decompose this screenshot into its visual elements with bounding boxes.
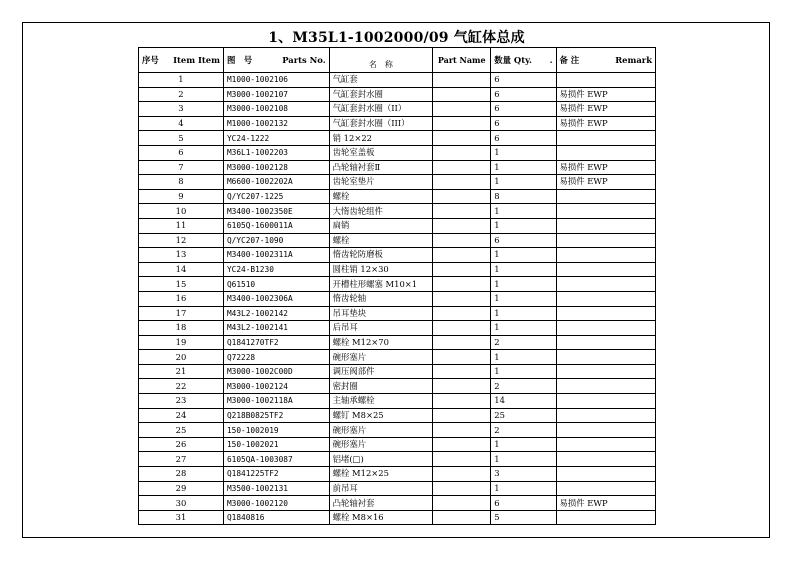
table-row: [139, 437, 656, 452]
table-row: [139, 204, 656, 219]
row-number: 10: [139, 204, 224, 219]
row-number: 14: [139, 262, 224, 277]
quantity: 1: [491, 218, 556, 233]
quantity: 1: [491, 350, 556, 365]
quantity: 1: [491, 481, 556, 496]
row-number: 24: [139, 408, 224, 423]
header-parts-en: Parts No.: [282, 54, 326, 65]
remark: [556, 189, 656, 204]
part-name-en: [433, 496, 491, 511]
part-number: M3500-1002131: [223, 481, 329, 496]
remark: [556, 131, 656, 146]
quantity: 6: [491, 496, 556, 511]
part-number: 150-1002021: [223, 437, 329, 452]
row-number: 7: [139, 160, 224, 175]
part-name-en: [433, 116, 491, 131]
table-row: [139, 467, 656, 482]
table-row: [139, 510, 656, 525]
page-title: 1、M35L1-1002000/09 气缸体总成: [268, 30, 525, 46]
part-name-cn: 凸轮轴衬套Ⅱ: [329, 160, 433, 175]
part-name-cn: 密封圈: [329, 379, 433, 394]
header-remark: [556, 48, 656, 73]
part-number: M3000-1002128: [223, 160, 329, 175]
remark: 易损件 EWP: [556, 160, 656, 175]
table-row: [139, 335, 656, 350]
part-number: M3400-1002311A: [223, 248, 329, 263]
remark: 易损件 EWP: [556, 175, 656, 190]
remark: [556, 233, 656, 248]
table-row: [139, 248, 656, 263]
part-name-cn: 螺栓 M12×70: [329, 335, 433, 350]
row-number: 17: [139, 306, 224, 321]
quantity: 6: [491, 87, 556, 102]
quantity: 3: [491, 467, 556, 482]
part-number: M3000-1002118A: [223, 394, 329, 409]
remark: 易损件 EWP: [556, 102, 656, 117]
remark: [556, 291, 656, 306]
part-name-en: [433, 437, 491, 452]
remark: [556, 204, 656, 219]
row-number: 22: [139, 379, 224, 394]
part-name-cn: 螺栓: [329, 189, 433, 204]
remark: [556, 321, 656, 336]
part-number: M1000-1002132: [223, 116, 329, 131]
table-row: [139, 189, 656, 204]
table-row: [139, 408, 656, 423]
quantity: 2: [491, 335, 556, 350]
header-part-name: Part Name: [433, 48, 491, 73]
table-body: [139, 73, 656, 525]
header-qty: [491, 48, 556, 73]
quantity: 25: [491, 408, 556, 423]
table-row: [139, 496, 656, 511]
part-name-en: [433, 364, 491, 379]
quantity: 1: [491, 452, 556, 467]
table-row: [139, 131, 656, 146]
remark: [556, 452, 656, 467]
table-row: [139, 160, 656, 175]
row-number: 16: [139, 291, 224, 306]
part-number: 6105QA-1003087: [223, 452, 329, 467]
part-number: M3000-1002120: [223, 496, 329, 511]
part-name-en: [433, 87, 491, 102]
remark: [556, 277, 656, 292]
remark: 易损件 EWP: [556, 496, 656, 511]
row-number: 8: [139, 175, 224, 190]
header-seq-cn: 序号: [142, 54, 159, 65]
header-remark-cn: 备 注: [559, 54, 580, 65]
part-number: YC24-B1230: [223, 262, 329, 277]
part-number: M3000-1002108: [223, 102, 329, 117]
quantity: 1: [491, 364, 556, 379]
part-number: M3000-1002C00D: [223, 364, 329, 379]
part-name-en: [433, 248, 491, 263]
row-number: 12: [139, 233, 224, 248]
part-name-cn: 主轴承螺栓: [329, 394, 433, 409]
table-row: [139, 364, 656, 379]
quantity: 5: [491, 510, 556, 525]
table-row: [139, 481, 656, 496]
remark: [556, 335, 656, 350]
row-number: 27: [139, 452, 224, 467]
part-number: YC24-1222: [223, 131, 329, 146]
table-row: [139, 350, 656, 365]
row-number: 21: [139, 364, 224, 379]
quantity: 1: [491, 277, 556, 292]
part-name-en: [433, 204, 491, 219]
part-number: Q1841225TF2: [223, 467, 329, 482]
row-number: 30: [139, 496, 224, 511]
row-number: 3: [139, 102, 224, 117]
part-number: 6105Q-1600011A: [223, 218, 329, 233]
part-name-cn: 铝堵(□): [329, 452, 433, 467]
part-name-cn: 齿轮室垫片: [329, 175, 433, 190]
header-item-en: Item Item: [173, 54, 220, 65]
remark: [556, 218, 656, 233]
part-number: M3000-1002107: [223, 87, 329, 102]
part-name-en: [433, 408, 491, 423]
quantity: 1: [491, 321, 556, 336]
remark: [556, 510, 656, 525]
part-name-cn: 前吊耳: [329, 481, 433, 496]
table-row: [139, 277, 656, 292]
part-name-cn: 螺栓 M12×25: [329, 467, 433, 482]
quantity: 6: [491, 116, 556, 131]
row-number: 19: [139, 335, 224, 350]
table-row: [139, 233, 656, 248]
row-number: 18: [139, 321, 224, 336]
part-name-cn: 气缸套封水圈（III）: [329, 116, 433, 131]
part-name-en: [433, 160, 491, 175]
row-number: 6: [139, 145, 224, 160]
part-name-cn: 惰齿轮防磨板: [329, 248, 433, 263]
part-name-en: [433, 452, 491, 467]
quantity: 1: [491, 291, 556, 306]
part-name-en: [433, 73, 491, 88]
remark: [556, 306, 656, 321]
part-name-cn: 碗形塞片: [329, 437, 433, 452]
part-name-en: [433, 102, 491, 117]
remark: [556, 364, 656, 379]
table-row: [139, 218, 656, 233]
table-header-row: [139, 48, 656, 73]
part-name-en: [433, 481, 491, 496]
part-number: M36L1-1002203: [223, 145, 329, 160]
part-name-cn: 吊耳垫块: [329, 306, 433, 321]
quantity: 14: [491, 394, 556, 409]
quantity: 2: [491, 379, 556, 394]
part-name-en: [433, 379, 491, 394]
table-row: [139, 321, 656, 336]
remark: [556, 350, 656, 365]
quantity: 1: [491, 262, 556, 277]
remark: [556, 408, 656, 423]
part-name-cn: 碗形塞片: [329, 350, 433, 365]
part-name-en: [433, 423, 491, 438]
part-number: M3400-1002350E: [223, 204, 329, 219]
remark: 易损件 EWP: [556, 116, 656, 131]
part-name-cn: 螺钉 M8×25: [329, 408, 433, 423]
quantity: 1: [491, 160, 556, 175]
parts-table: [138, 47, 656, 525]
part-name-en: [433, 218, 491, 233]
quantity: 2: [491, 423, 556, 438]
part-name-cn: 螺栓 M8×16: [329, 510, 433, 525]
part-name-en: [433, 306, 491, 321]
part-name-en: [433, 335, 491, 350]
remark: [556, 73, 656, 88]
table-row: [139, 291, 656, 306]
table-row: [139, 175, 656, 190]
quantity: 6: [491, 233, 556, 248]
row-number: 29: [139, 481, 224, 496]
quantity: 1: [491, 248, 556, 263]
part-name-en: [433, 189, 491, 204]
row-number: 31: [139, 510, 224, 525]
quantity: 8: [491, 189, 556, 204]
quantity: 1: [491, 306, 556, 321]
part-number: M6600-1002202A: [223, 175, 329, 190]
table-row: [139, 262, 656, 277]
row-number: 15: [139, 277, 224, 292]
part-number: Q1840816: [223, 510, 329, 525]
remark: [556, 262, 656, 277]
header-parts-cn: 图 号: [226, 54, 253, 65]
part-number: M43L2-1002141: [223, 321, 329, 336]
row-number: 25: [139, 423, 224, 438]
part-name-cn: 惰齿轮轴: [329, 291, 433, 306]
remark: [556, 394, 656, 409]
table-row: [139, 423, 656, 438]
row-number: 26: [139, 437, 224, 452]
quantity: 1: [491, 437, 556, 452]
remark: [556, 379, 656, 394]
part-number: M43L2-1002142: [223, 306, 329, 321]
table-row: [139, 394, 656, 409]
part-name-cn: 大惰齿轮组件: [329, 204, 433, 219]
table-row: [139, 87, 656, 102]
part-name-en: [433, 350, 491, 365]
row-number: 11: [139, 218, 224, 233]
row-number: 23: [139, 394, 224, 409]
part-name-cn: 螺栓: [329, 233, 433, 248]
header-name-cn: 名 称: [368, 59, 393, 69]
row-number: 13: [139, 248, 224, 263]
table-row: [139, 145, 656, 160]
remark: [556, 437, 656, 452]
quantity: 1: [491, 175, 556, 190]
part-name-en: [433, 175, 491, 190]
header-qty-dot: .: [549, 54, 553, 65]
table-row: [139, 306, 656, 321]
remark: [556, 467, 656, 482]
part-name-en: [433, 277, 491, 292]
part-name-en: [433, 131, 491, 146]
part-number: Q1841270TF2: [223, 335, 329, 350]
part-number: M3000-1002124: [223, 379, 329, 394]
part-name-cn: 凸轮轴衬套: [329, 496, 433, 511]
header-remark-en: Remark: [615, 54, 652, 65]
part-name-cn: 碗形塞片: [329, 423, 433, 438]
part-number: M3400-1002306A: [223, 291, 329, 306]
part-name-cn: 调压阀部件: [329, 364, 433, 379]
row-number: 20: [139, 350, 224, 365]
part-number: Q72228: [223, 350, 329, 365]
row-number: 1: [139, 73, 224, 88]
part-name-en: [433, 233, 491, 248]
row-number: 9: [139, 189, 224, 204]
table-row: [139, 379, 656, 394]
quantity: 1: [491, 204, 556, 219]
quantity: 1: [491, 145, 556, 160]
row-number: 2: [139, 87, 224, 102]
table-row: [139, 73, 656, 88]
header-parts-no: [223, 48, 329, 73]
part-name-cn: 销 12×22: [329, 131, 433, 146]
part-name-en: [433, 394, 491, 409]
quantity: 6: [491, 102, 556, 117]
table-row: [139, 116, 656, 131]
part-name-en: [433, 291, 491, 306]
table-row: [139, 102, 656, 117]
quantity: 6: [491, 73, 556, 88]
remark: [556, 481, 656, 496]
row-number: 4: [139, 116, 224, 131]
remark: [556, 423, 656, 438]
remark: [556, 145, 656, 160]
remark: 易损件 EWP: [556, 87, 656, 102]
header-item: [139, 48, 224, 73]
header-name: [329, 48, 433, 73]
part-number: Q/YC207-1090: [223, 233, 329, 248]
row-number: 5: [139, 131, 224, 146]
table-row: [139, 452, 656, 467]
part-name-en: [433, 321, 491, 336]
part-name-cn: 开槽柱形螺塞 M10×1: [329, 277, 433, 292]
part-number: 150-1002019: [223, 423, 329, 438]
part-name-cn: 气缸套封水圈（II）: [329, 102, 433, 117]
part-number: M1000-1002106: [223, 73, 329, 88]
part-name-en: [433, 262, 491, 277]
part-name-cn: 圆柱销 12×30: [329, 262, 433, 277]
part-name-cn: 扁销: [329, 218, 433, 233]
part-name-en: [433, 467, 491, 482]
part-name-en: [433, 510, 491, 525]
part-name-en: [433, 145, 491, 160]
quantity: 6: [491, 131, 556, 146]
remark: [556, 248, 656, 263]
part-number: Q218B0825TF2: [223, 408, 329, 423]
part-number: Q61510: [223, 277, 329, 292]
part-number: Q/YC207-1225: [223, 189, 329, 204]
part-name-cn: 齿轮室盖板: [329, 145, 433, 160]
header-qty-label: 数量 Qty.: [494, 54, 532, 65]
row-number: 28: [139, 467, 224, 482]
part-name-cn: 气缸套: [329, 73, 433, 88]
part-name-cn: 气缸套封水圈: [329, 87, 433, 102]
part-name-cn: 后吊耳: [329, 321, 433, 336]
